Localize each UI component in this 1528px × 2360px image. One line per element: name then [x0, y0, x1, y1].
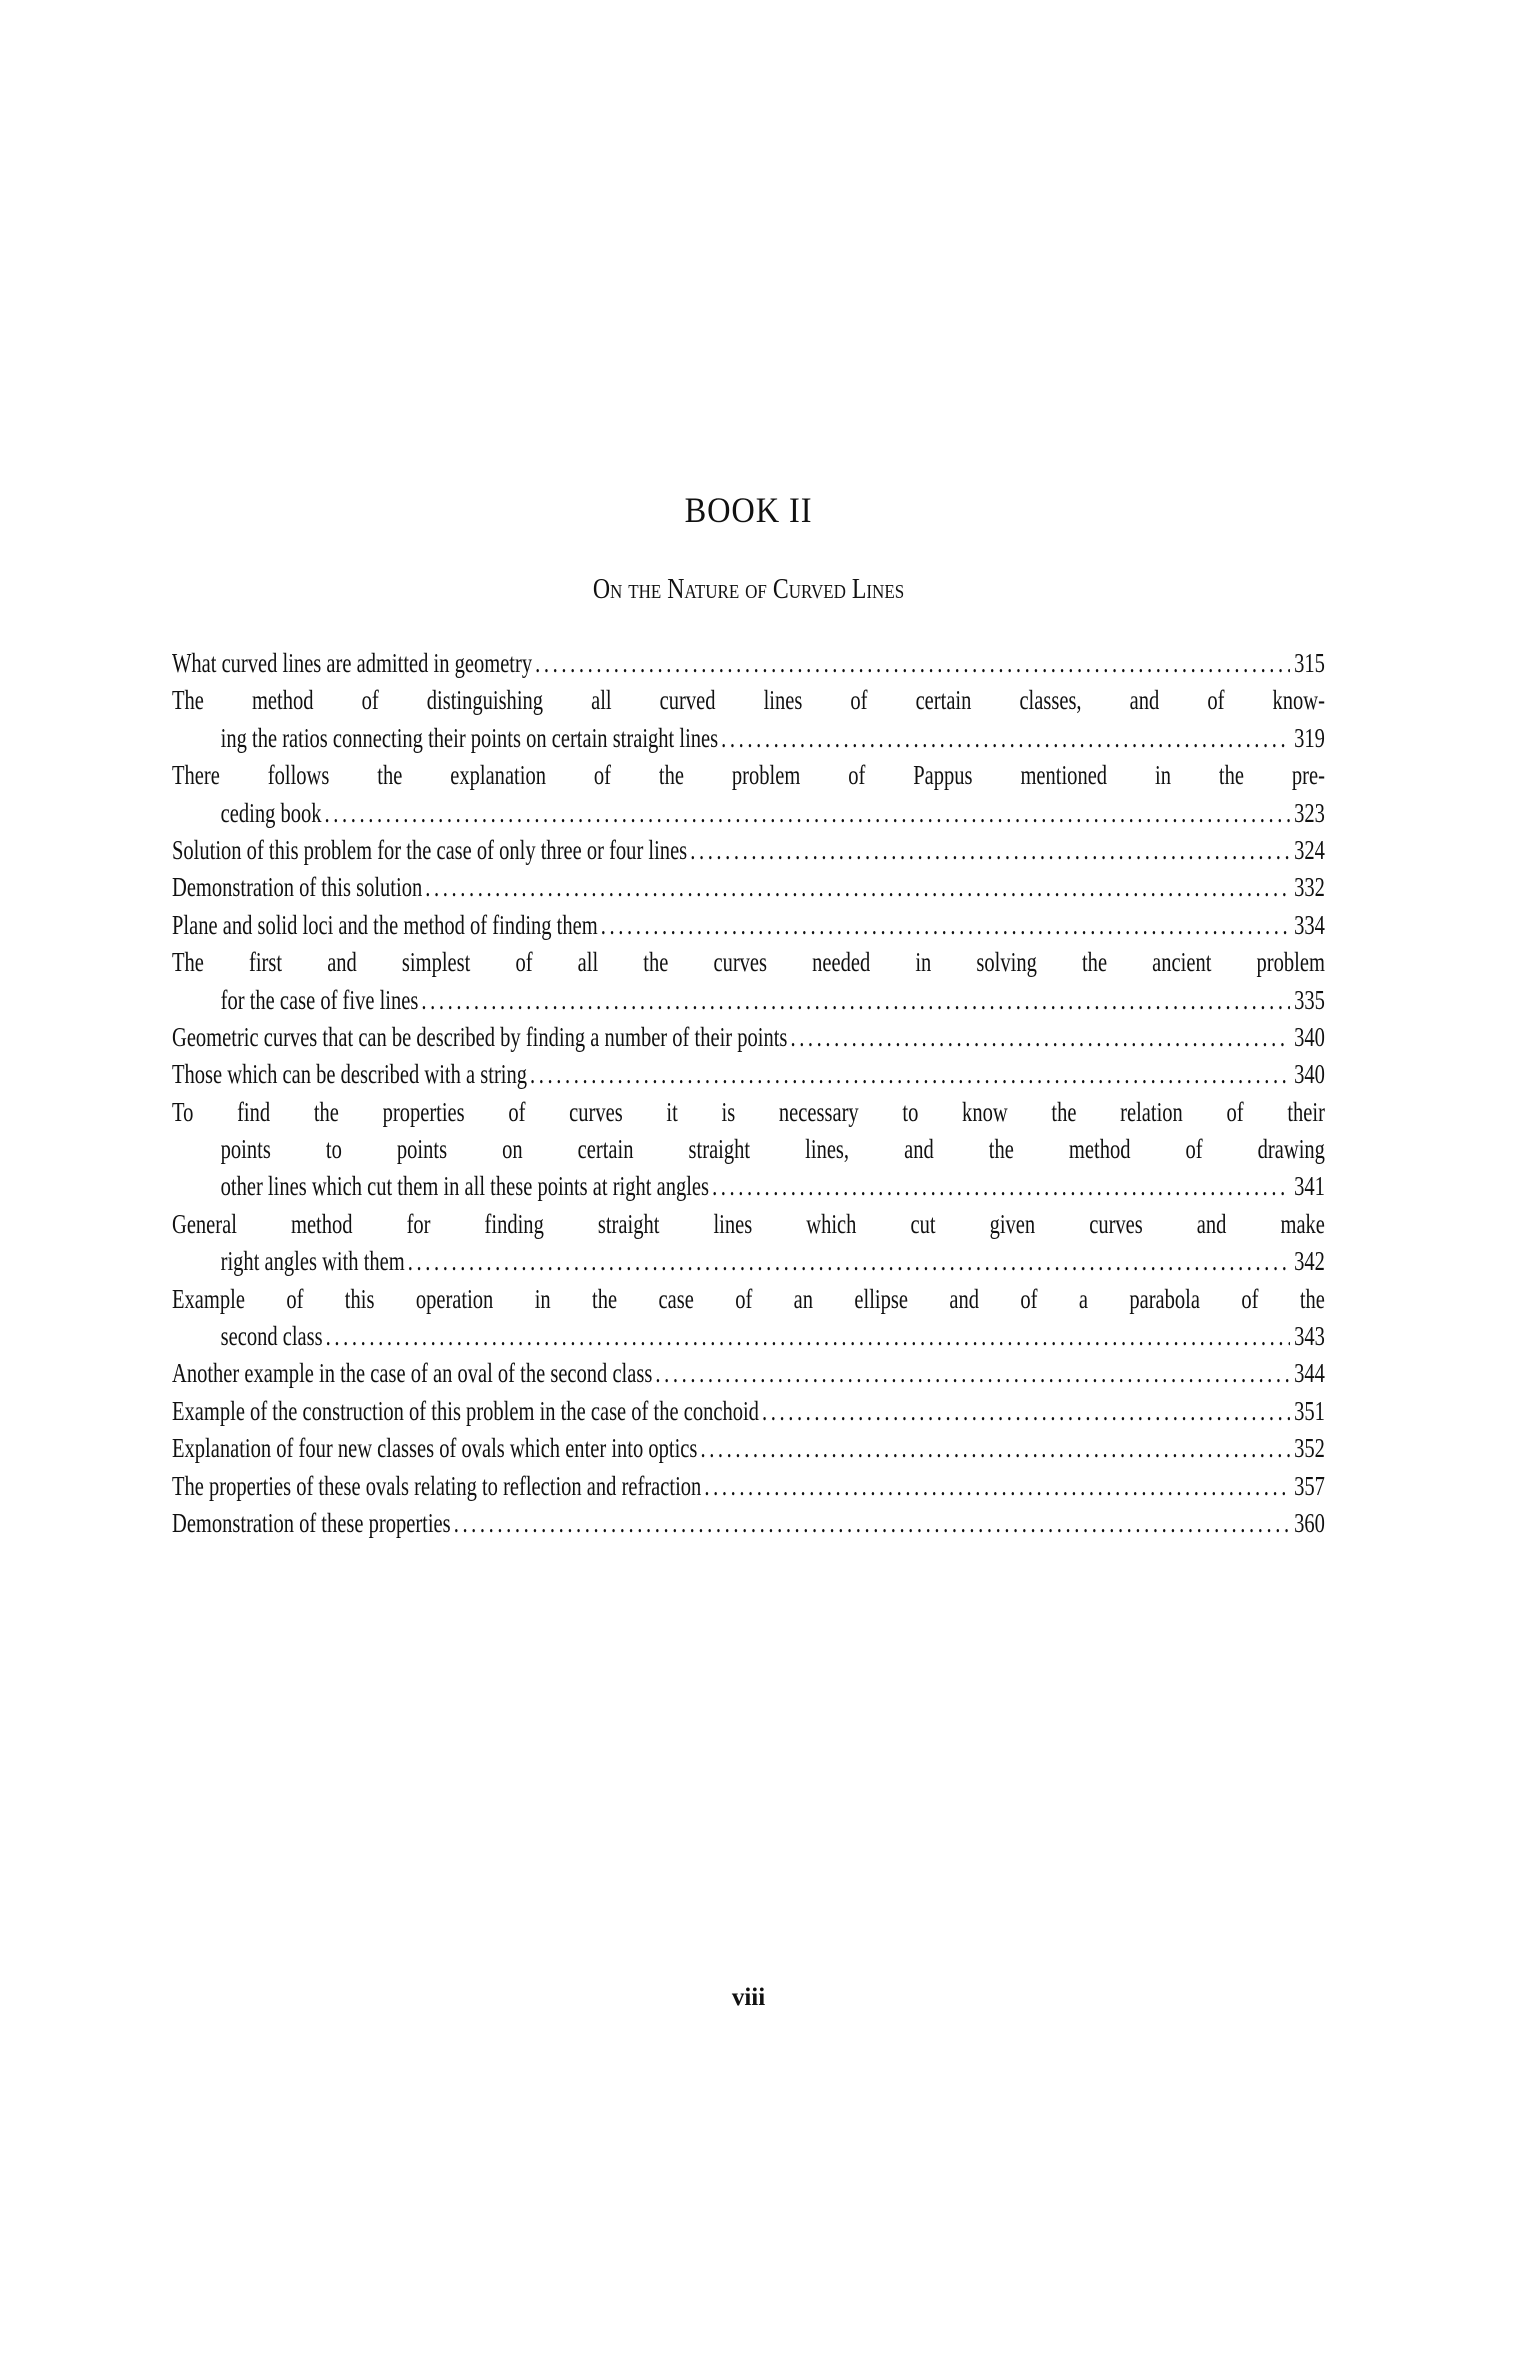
toc-entry	[172, 832, 1325, 869]
dot-leader	[709, 1168, 1290, 1205]
toc-entry	[172, 1468, 1325, 1505]
toc-page-number: 315	[1294, 648, 1325, 678]
toc-entry-final-line	[172, 1505, 1325, 1542]
toc-entry	[172, 1206, 1325, 1281]
dot-leader	[405, 1243, 1290, 1280]
toc-entry	[172, 1393, 1325, 1430]
dot-leader	[787, 1019, 1290, 1056]
toc-entry-final-line	[172, 1468, 1325, 1505]
toc-page-number: 341	[1294, 1171, 1325, 1202]
toc-entry-line	[172, 1131, 1325, 1168]
toc-entry	[172, 1281, 1325, 1356]
toc-entry-final-line	[172, 795, 1325, 832]
toc-entry-final-line	[172, 869, 1325, 906]
dot-leader	[422, 869, 1290, 906]
toc-page-number: 323	[1294, 797, 1325, 828]
toc-entry-line	[172, 1206, 1325, 1243]
dot-leader	[323, 1318, 1290, 1355]
toc-page-number: 342	[1294, 1246, 1325, 1277]
toc-page-number: 332	[1294, 872, 1325, 903]
toc-page-number: 344	[1294, 1358, 1325, 1389]
toc-page-number: 319	[1294, 722, 1325, 753]
dot-leader	[418, 982, 1290, 1019]
toc-entry-text: Plane and solid loci and the method of finding them	[172, 909, 598, 940]
toc-entry-text: points to points on certain straight lines, and the method of drawing	[220, 1134, 1325, 1165]
toc-entry	[172, 944, 1325, 1019]
toc-page-number: 352	[1294, 1433, 1325, 1464]
toc-entry-text: Example of the construction of this problem in the case of the conchoid	[172, 1395, 759, 1426]
toc-entry-final-line	[172, 1355, 1325, 1392]
toc-page-number: 324	[1294, 834, 1325, 865]
toc-entry-text: The first and simplest of all the curves needed in solving the ancient problem	[172, 947, 1325, 978]
toc-entry-final-line	[172, 645, 1325, 682]
toc-entry-line	[172, 682, 1325, 719]
toc-page-number: 360	[1294, 1507, 1325, 1538]
toc-page-number: 343	[1294, 1321, 1325, 1352]
toc-page-number: 334	[1294, 909, 1325, 940]
dot-leader	[532, 645, 1290, 682]
toc-entry-text: There follows the explanation of the problem of Pappus mentioned in the pre-	[172, 760, 1325, 791]
toc-entry-text: The properties of these ovals relating to reflection and refraction	[172, 1470, 702, 1501]
dot-leader	[322, 795, 1290, 832]
book-title: BOOK II	[684, 490, 813, 530]
toc-entry-text: right angles with them	[220, 1246, 405, 1277]
toc-entry-text: ceding book	[220, 797, 322, 828]
toc-page-number: 340	[1294, 1021, 1325, 1052]
table-of-contents	[172, 645, 1325, 1542]
toc-entry-text: Demonstration of these properties	[172, 1507, 451, 1538]
toc-page-number: 335	[1294, 984, 1325, 1015]
book-subtitle: On the Nature of Curved Lines	[592, 574, 905, 605]
toc-entry	[172, 757, 1325, 832]
dot-leader	[527, 1056, 1290, 1093]
toc-entry	[172, 907, 1325, 944]
toc-entry-text: What curved lines are admitted in geometry	[172, 648, 533, 678]
toc-entry-line	[172, 1094, 1325, 1131]
toc-entry-text: second class	[220, 1321, 323, 1352]
toc-entry	[172, 1430, 1325, 1467]
toc-entry-final-line	[172, 1056, 1325, 1093]
toc-entry	[172, 645, 1325, 682]
toc-entry-line	[172, 757, 1325, 794]
toc-entry-final-line	[172, 1243, 1325, 1280]
dot-leader	[451, 1505, 1290, 1542]
dot-leader	[718, 720, 1290, 757]
dot-leader	[697, 1430, 1290, 1467]
toc-entry-text: for the case of five lines	[220, 984, 419, 1015]
toc-entry-final-line	[172, 982, 1325, 1019]
toc-entry-text: Solution of this problem for the case of only three or four lines	[172, 834, 688, 865]
toc-entry-final-line	[172, 1318, 1325, 1355]
toc-page-number: 351	[1294, 1395, 1325, 1426]
toc-entry-final-line	[172, 907, 1325, 944]
toc-entry-text: ing the ratios connecting their points on certain straight lines	[220, 722, 719, 753]
toc-entry	[172, 1355, 1325, 1392]
toc-entry-text: Example of this operation in the case of an ellipse and of a parabola of the	[172, 1283, 1325, 1314]
toc-entry-final-line	[172, 832, 1325, 869]
toc-entry-final-line	[172, 1168, 1325, 1205]
toc-entry-text: The method of distinguishing all curved lines of certain classes, and of know-	[172, 685, 1325, 716]
toc-entry-text: Those which can be described with a string	[172, 1059, 528, 1090]
dot-leader	[759, 1393, 1290, 1430]
toc-entry	[172, 1019, 1325, 1056]
toc-entry-text: To find the properties of curves it is necessary to know the relation of their	[172, 1096, 1325, 1127]
dot-leader	[701, 1468, 1290, 1505]
toc-entry-text: Explanation of four new classes of ovals which enter into optics	[172, 1433, 698, 1464]
toc-entry-final-line	[172, 1019, 1325, 1056]
dot-leader	[687, 832, 1290, 869]
toc-entry-text: General method for finding straight lines which cut given curves and make	[172, 1208, 1325, 1239]
dot-leader	[598, 907, 1290, 944]
dot-leader	[652, 1355, 1290, 1392]
toc-entry	[172, 1056, 1325, 1093]
toc-entry	[172, 869, 1325, 906]
toc-entry-text: Geometric curves that can be described by finding a number of their points	[172, 1021, 788, 1052]
toc-entry	[172, 1505, 1325, 1542]
toc-page-number: 357	[1294, 1470, 1325, 1501]
toc-entry-text: other lines which cut them in all these points at right angles	[220, 1171, 710, 1202]
toc-entry-line	[172, 944, 1325, 981]
toc-entry-final-line	[172, 720, 1325, 757]
toc-entry	[172, 1094, 1325, 1206]
toc-entry-line	[172, 1281, 1325, 1318]
toc-entry	[172, 682, 1325, 757]
toc-entry-text: Demonstration of this solution	[172, 872, 423, 903]
toc-entry-text: Another example in the case of an oval of the second class	[172, 1358, 653, 1389]
toc-entry-final-line	[172, 1393, 1325, 1430]
toc-entry-final-line	[172, 1430, 1325, 1467]
toc-page-number: 340	[1294, 1059, 1325, 1090]
page-number: viii	[731, 1984, 766, 2011]
